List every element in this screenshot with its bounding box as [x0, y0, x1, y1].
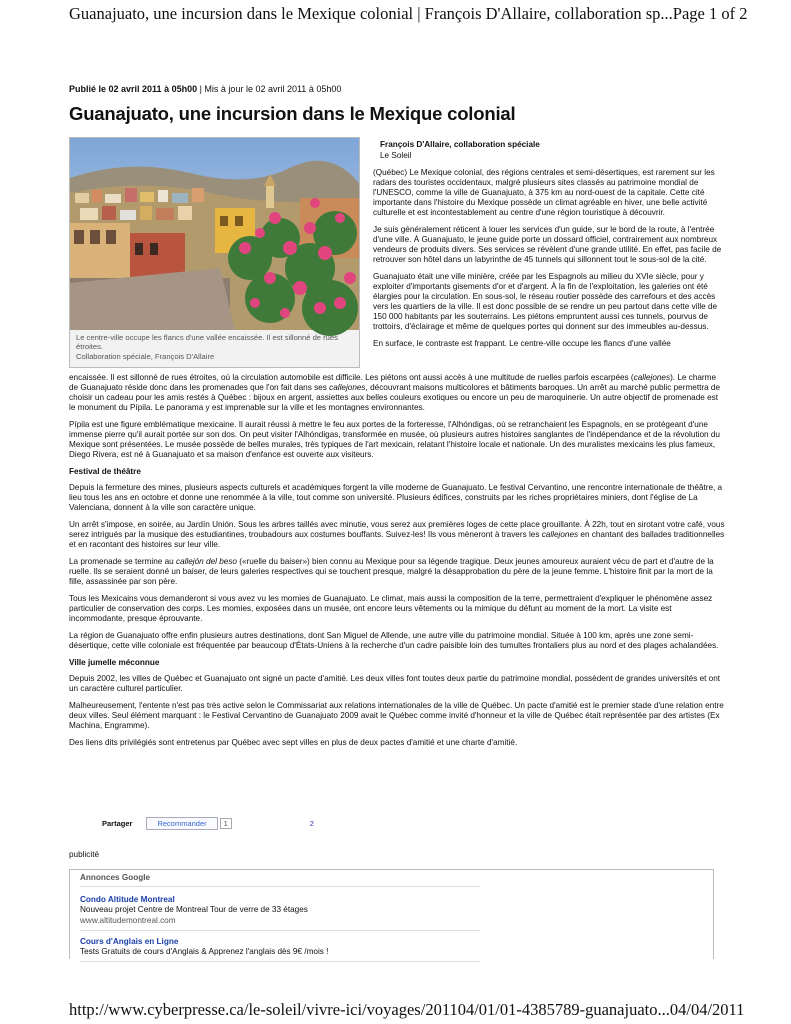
ad-title[interactable]: Cours d'Anglais en Ligne [80, 936, 179, 946]
emphasis: callejones [541, 530, 579, 539]
updated-date: | Mis à jour le 02 avril 2011 à 05h00 [197, 84, 342, 94]
print-header-title: Guanajuato, une incursion dans le Mexique colonial | François D'Allaire, collaboration sp... [69, 4, 673, 23]
ad-url[interactable]: www.altitudemontreal.com [80, 915, 176, 925]
print-footer-url: http://www.cyberpresse.ca/le-soleil/vivre-ici/voyages/201104/01/01-4385789-guanajuato... [69, 1000, 670, 1019]
paragraph: Malheureusement, l'entente n'est pas très active selon le Commissariat aux relations internationales de la ville de Québec. Un pacte d'amitié est le premier stade d'une relation entre deux villes. Seul élément marquant : le Festival Cervantino de Guanajuato 2009 avait le Québec comme invité d'honneur et la ville de Québec était représentée par des artistes (Ex Machina, Engramme). [69, 701, 724, 730]
article-photo[interactable] [69, 137, 360, 368]
page-2-link[interactable]: 2 [309, 819, 314, 828]
photo-caption [70, 330, 359, 364]
print-header [69, 4, 748, 30]
recommend-count: 1 [220, 818, 232, 829]
paragraph: Guanajuato était une ville minière, créée par les Espagnols au milieu du XVIe siècle, pour y exploiter d'importants gisements d'or et d'argent. À la fin de l'exploitation, les galeries ont été élargies pour la circulation. En sous-sol, le réseau routier possède des carrefours et des accès vers les quartiers de la ville. Il est donc possible de se rendre un peu partout dans cette ville de 150 000 habitants par les souterrains. Les piétons empruntent aussi ces tunnels, pourvus de trottoirs, d'éclairage et même de quelques portes qui donnent sur des immeubles au-dessus. [373, 272, 718, 331]
ads-header: Annonces Google [80, 873, 480, 887]
print-footer-date: 04/04/2011 [669, 1000, 745, 1019]
share-label: Partager [102, 819, 133, 828]
paragraph: Je suis généralement réticent à louer les services d'un guide, sur le bord de la route, à l'entrée d'une ville. À Guanajuato, le jeune guide porte un dossard officiel, contrairement aux nombreux vendeurs de produits divers. Ses services se révèlent d'une grande utilité. En effet, pas facile de retrouver son hôtel dans un labyrinthe de 45 tunnels qui sillonnent tout le sous-sol de la cité. [373, 225, 722, 264]
print-header-page: Page 1 of 2 [672, 4, 748, 23]
paragraph: La promenade se termine au callejón del beso («ruelle du baiser») bien connu au Mexique pour sa légende tragique. Deux jeunes amoureux auraient vécu de part et d'autre de la ruelle. Ils se seraient donné un baiser, de leurs galeries respectives qui se touchent presque, malgré la désapprobation du père de la jeune femme. L'histoire finit par la mort de la fille, assassinée par son père. [69, 557, 714, 586]
ad-item[interactable] [80, 895, 480, 931]
photo-image [70, 138, 359, 330]
paragraph: Pípila est une figure emblématique mexicaine. Il aurait réussi à mettre le feu aux portes de la forteresse, l'Alhóndigas, où se retranchaient les Espagnols, en se protégeant d'une immense pierre qu'il aurait portée sur son dos. On peut visiter l'Alhóndigas, transformée en musée, où plusieurs autres histoires sanglantes de l'indépendance et de la révolution du Mexique sont présentées. Le musée possède de belles murales, très typiques de l'art mexicain, relatant l'histoire locale et nationale. Un des muralistes mexicains les plus fameux, Diego Rivera, est né à Guanajuato et sa maison d'enfance est ouverte aux visiteurs. [69, 420, 720, 459]
paragraph: Un arrêt s'impose, en soirée, au Jardín Unión. Sous les arbres taillés avec minutie, vous serez aux premières loges de cette place grouillante. À 22h, tout en sirotant votre café, vous serez intrigués par la musique des estudiantines, troubadours aux costumes bouffants. Suivez-les! Ils vous mèneront à travers les callejones en chantant des ballades traditionnelles et en racontant des histoires sur leur ville. [69, 520, 725, 549]
emphasis: callejones [633, 373, 671, 382]
share-bar [69, 817, 314, 830]
headline: Guanajuato, une incursion dans le Mexique colonial [69, 103, 516, 124]
google-ads-box [69, 869, 714, 959]
paragraph: Tous les Mexicains vous demanderont si vous avez vu les momies de Guanajuato. Le climat, mais aussi la composition de la terre, permettraient d'expliquer le phénomène assez particulier de conservation des corps. Les momies, exposées dans un musée, ont encore leurs vêtements ou la mimique du défunt au moment de la mort. La visite est incommodante, presque éprouvante. [69, 594, 713, 623]
byline-source: Le Soleil [380, 151, 412, 161]
byline-author: François D'Allaire, collaboration spéciale [380, 140, 540, 149]
emphasis: callejón del beso [175, 557, 237, 566]
published-date: Publié le 02 avril 2011 à 05h00 [69, 84, 198, 94]
paragraph: (Québec) Le Mexique colonial, des régions centrales et semi-désertiques, est rarement sur les radars des touristes occidentaux, malgré plusieurs sites classés au patrimoine mondial de l'UNESCO, comme la ville de Guanajuato, à 375 km au nord-ouest de la capitale. Cette cité importante dans l'histoire du Mexique possède un climat agréable en hiver, une belle activité culturelle et est incontestablement au centre d'une région touristique à découvrir. [373, 168, 715, 217]
article-right-column [373, 168, 725, 349]
caption-credit: Collaboration spéciale, François D'Allaire [76, 351, 215, 361]
article-body [69, 373, 725, 755]
publication-info [69, 84, 341, 94]
print-footer [69, 1000, 745, 1022]
section-heading: Festival de théâtre [69, 467, 141, 476]
ad-description: Nouveau projet Centre de Montreal Tour de verre de 33 étages [80, 905, 308, 915]
caption-text: Le centre-ville occupe les flancs d'une vallée encaissée. Il est sillonné de rues étroites. [76, 333, 338, 352]
paragraph: encaissée. Il est sillonné de rues étroites, où la circulation automobile est difficile. Les piétons ont aussi accès à une multitude de ruelles parfois escarpées (callejones). Le charme de Guanajuato réside donc dans les promenades que l'on fait dans ses callejones, découvrant maisons multicolores et bâtiments baroques. Un arrêt au marché public permettra de choisir un cadeau pour les amis restés à Québec : bijoux en argent, assiettes aux belles couleurs exotiques ou encore un peu de maroquinerie. Un autre objectif de promenade est le monument du Pípila. Le panorama y est imprenable sur la ville et les montagnes environnantes. [69, 373, 721, 412]
ad-item[interactable] [80, 937, 480, 963]
advertising-label: publicité [69, 850, 100, 859]
section-heading: Ville jumelle méconnue [69, 658, 160, 667]
ad-description: Tests Gratuits de cours d'Anglais & Apprenez l'anglais dès 9€ /mois ! [80, 947, 329, 956]
byline [380, 139, 540, 162]
recommend-button[interactable]: Recommander [146, 817, 217, 830]
paragraph: Des liens dits privilégiés sont entretenus par Québec avec sept villes en plus de deux pactes d'amitié et une charte d'amitié. [69, 738, 518, 747]
paragraph: Depuis 2002, les villes de Québec et Guanajuato ont signé un pacte d'amitié. Les deux villes font toutes deux partie du patrimoine mondial, possèdent de grandes universités et ont un caractère culturel particulier. [69, 674, 721, 693]
emphasis: callejones [329, 383, 366, 392]
ad-title[interactable]: Condo Altitude Montreal [80, 895, 175, 904]
paragraph: La région de Guanajuato offre enfin plusieurs autres destinations, dont San Miguel de Allende, une autre ville du patrimoine mondial. Située à 100 km, après une zone semi-désertique, cette ville coloniale est fréquentée par beaucoup d'États-Uniens à la recherche d'un cadre paisible loin des tumultes frontaliers plus au nord et des plages achalandées. [69, 631, 719, 650]
paragraph: Depuis la fermeture des mines, plusieurs aspects culturels et académiques forgent la ville moderne de Guanajuato. Le festival Cervantino, une rencontre internationale de théâtre, a lieu tous les ans en octobre et donne une renommée à la ville, tout comme son université. Plusieurs édifices, construits par les riches propriétaires miniers, dont l'église de La Valenciana, donnent à la ville son caractère unique. [69, 483, 723, 512]
paragraph-lead: En surface, le contraste est frappant. Le centre-ville occupe les flancs d'une vallée [373, 339, 671, 348]
